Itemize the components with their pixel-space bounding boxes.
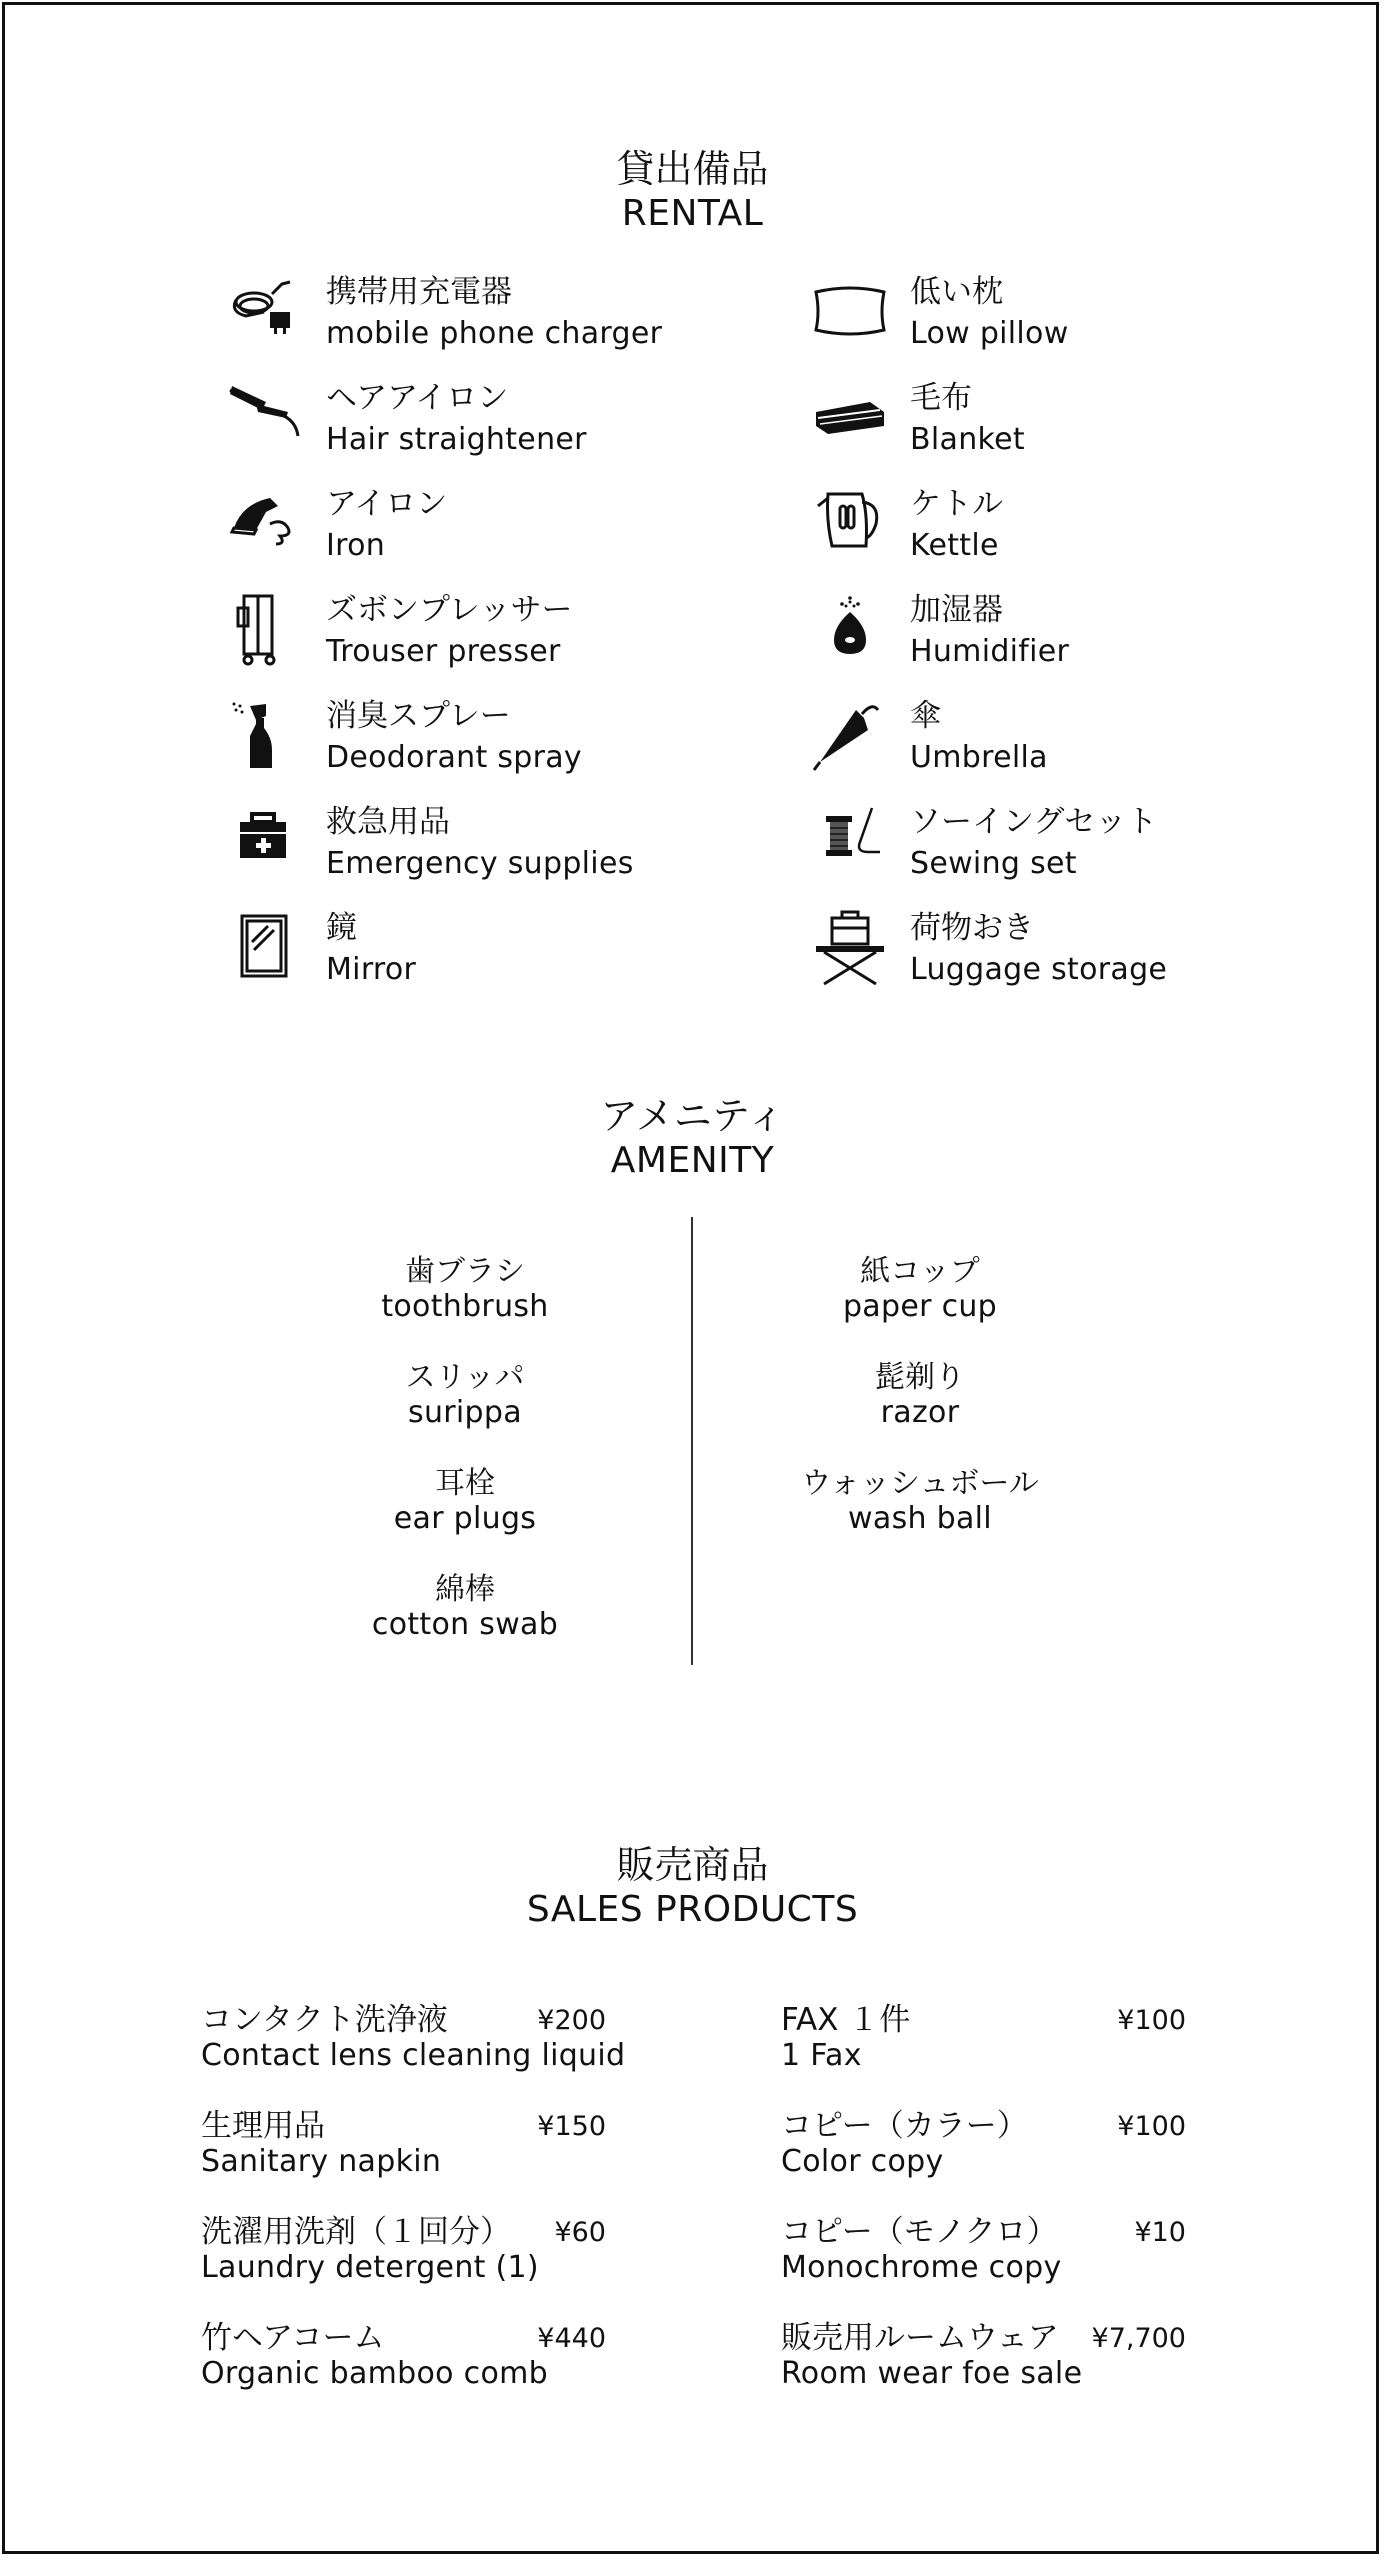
amenity-item-wash-ball [710,1466,1130,1536]
rental-item-label-jp: 鏡 [326,910,357,946]
amenity-item-label-en: ear plugs [393,1501,537,1536]
amenity-item-label-en: surippa [408,1395,522,1430]
amenity-item-label-jp: ウォッシュボール [801,1466,1039,1501]
sewing-set-icon [810,802,890,882]
sales-item-price: ¥440 [537,2323,606,2354]
sales-item-label-en: Color copy [781,2144,944,2179]
amenity-item-label-jp: 歯ブラシ [405,1254,525,1289]
amenity-item-paper-cup [710,1254,1130,1324]
sales-item-label-en: Contact lens cleaning liquid [201,2038,626,2073]
rental-item-label-jp: 加湿器 [910,592,1003,628]
sales-item [781,2319,1186,2399]
amenity-title-en: AMENITY [610,1140,775,1181]
spray-bottle-icon [226,696,306,776]
sales-item [201,2001,626,2081]
sales-title-jp: 販売商品 [616,1843,769,1887]
rental-item-label-en: Humidifier [910,634,1070,669]
amenity-item-razor [710,1360,1130,1430]
amenity-item-label-en: wash ball [848,1501,992,1536]
sales-item-price: ¥60 [554,2217,606,2248]
sales-heading [0,1842,1385,1932]
rental-item-label-en: Hair straightener [326,422,587,457]
sales-item [781,2213,1186,2293]
sales-item [201,2213,606,2293]
rental-item-label-jp: アイロン [326,486,448,522]
amenity-item-label-jp: 綿棒 [435,1572,495,1607]
rental-item-label-jp: 救急用品 [326,804,450,840]
sales-item-price: ¥10 [1134,2217,1186,2248]
first-aid-kit-icon [226,802,306,882]
sales-item-price: ¥150 [537,2111,606,2142]
rental-item-label-en: Emergency supplies [326,846,634,881]
blanket-icon [810,378,890,458]
amenity-item-label-en: toothbrush [381,1289,549,1324]
amenity-item-label-en: razor [880,1395,960,1430]
sales-item [781,2001,1186,2081]
sales-item-label-jp: 洗濯用洗剤（１回分） [201,2214,511,2250]
sales-item-label-en: Sanitary napkin [201,2144,442,2179]
amenity-item-label-en: paper cup [842,1289,998,1324]
sales-item-label-jp: 竹ヘアコーム [201,2320,385,2356]
sales-item-label-en: Room wear foe sale [781,2356,1083,2391]
rental-item-label-en: Deodorant spray [326,740,582,775]
rental-item-label-en: Luggage storage [910,952,1168,987]
sales-item [781,2107,1186,2187]
amenity-divider [691,1217,693,1665]
rental-item-label-en: Umbrella [910,740,1048,775]
sales-item-label-jp: コピー（カラー） [781,2108,1028,2144]
sales-item-label-jp: コピー（モノクロ） [781,2214,1058,2250]
rental-item-label-jp: ズボンプレッサー [326,592,573,628]
sales-item-label-en: Organic bamboo comb [201,2356,548,2391]
rental-item-label-jp: 携帯用充電器 [326,274,512,310]
pillow-icon [810,272,890,352]
sales-item-price: ¥7,700 [1091,2323,1186,2354]
rental-title-jp: 貸出備品 [616,147,769,191]
sales-item-label-en: Monochrome copy [781,2250,1062,2285]
sales-item-label-jp: コンタクト洗浄液 [201,2002,448,2038]
kettle-icon [810,484,890,564]
rental-item-label-jp: 荷物おき [910,910,1034,946]
rental-item-label-jp: ヘアアイロン [326,380,509,416]
rental-item-label-jp: ソーイングセット [910,804,1158,840]
charger-icon [226,272,306,352]
sales-item-label-jp: 生理用品 [201,2108,325,2144]
amenity-item-label-jp: 耳栓 [435,1466,495,1501]
rental-item-label-en: Mirror [326,952,417,987]
rental-item-label-en: Sewing set [910,846,1077,881]
sales-item-price: ¥200 [537,2005,606,2036]
rental-heading [0,146,1385,236]
amenity-item-slippers [255,1360,675,1430]
amenity-item-toothbrush [255,1254,675,1324]
rental-item-label-jp: 消臭スプレー [326,698,511,734]
iron-icon [226,484,306,564]
luggage-rack-icon [810,908,890,988]
sales-item-label-en: 1 Fax [781,2038,862,2073]
trouser-presser-icon [226,590,306,670]
sales-item-label-jp: FAX １件 [781,2002,911,2038]
amenity-item-label-en: cotton swab [371,1607,559,1642]
rental-item-label-en: Low pillow [910,316,1069,351]
rental-item-label-jp: 毛布 [910,380,972,416]
sales-item-label-jp: 販売用ルームウェア [781,2320,1059,2356]
rental-title-en: RENTAL [621,193,764,234]
mirror-icon [226,908,306,988]
sales-title-en: SALES PRODUCTS [526,1889,859,1930]
rental-item-label-en: Iron [326,528,386,563]
rental-item-label-jp: ケトル [910,486,1003,522]
amenity-item-label-jp: 髭剃り [875,1360,965,1395]
amenity-title-jp: アメニティ [600,1094,785,1138]
rental-item-label-en: Kettle [910,528,999,563]
amenity-heading [0,1093,1385,1183]
amenity-item-label-jp: 紙コップ [860,1254,980,1289]
rental-item-label-en: Blanket [910,422,1025,457]
rental-item-label-en: mobile phone charger [326,316,663,351]
humidifier-icon [810,590,890,670]
amenity-item-label-jp: スリッパ [405,1360,525,1395]
umbrella-icon [810,696,890,776]
sales-item-price: ¥100 [1117,2005,1186,2036]
sales-item [201,2107,606,2187]
rental-item-label-jp: 傘 [910,698,941,734]
sales-item-label-en: Laundry detergent (1) [201,2250,539,2285]
amenity-item-cotton-swab [255,1572,675,1642]
sales-item [201,2319,606,2399]
hair-straightener-icon [226,378,306,458]
rental-item-label-jp: 低い枕 [910,274,1003,310]
rental-item-label-en: Trouser presser [326,634,561,669]
amenity-item-ear-plugs [255,1466,675,1536]
sales-item-price: ¥100 [1117,2111,1186,2142]
